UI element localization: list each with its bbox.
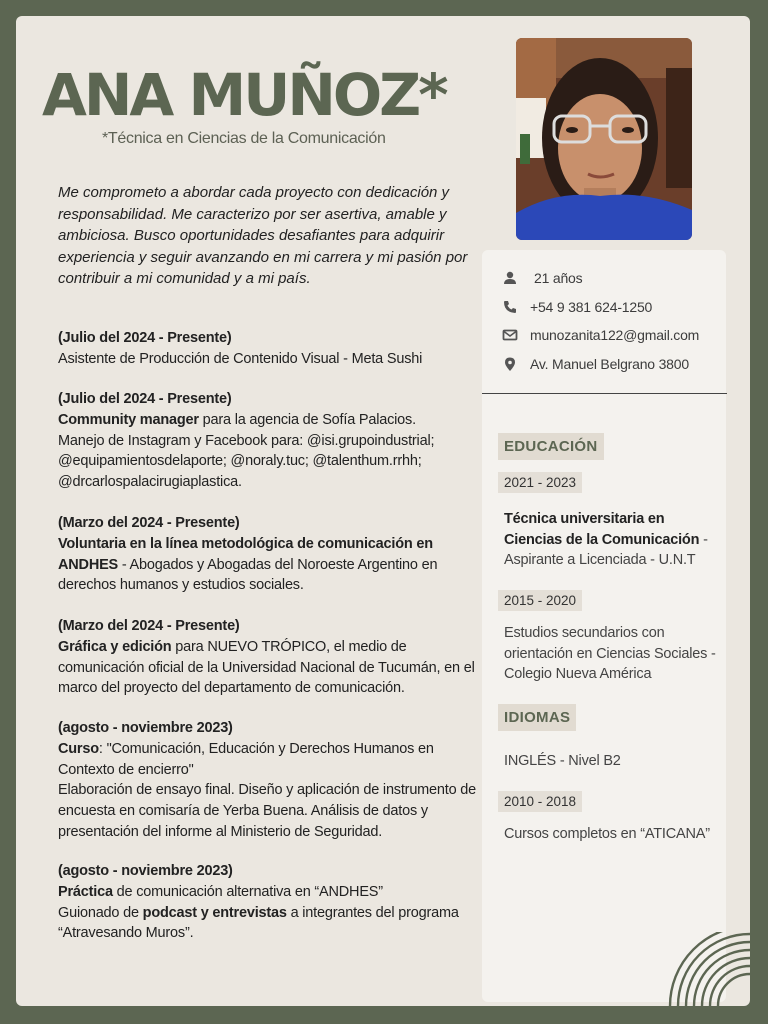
experience-date: (Julio del 2024 - Presente): [58, 391, 232, 407]
education-item-1: Técnica universitaria en Ciencias de la Comunicación - Aspirante a Licenciada - U.N.T: [504, 511, 708, 568]
email-text[interactable]: munozanita122@gmail.com: [530, 327, 700, 344]
experience-item-3: [58, 513, 478, 596]
profile-photo: [516, 38, 692, 240]
age-text: 21 años: [534, 270, 583, 287]
contact-phone: [502, 293, 726, 322]
phone-text[interactable]: +54 9 381 624-1250: [530, 298, 653, 315]
panel-divider: [482, 393, 727, 394]
resume-name: ANA MUÑOZ*: [42, 61, 446, 129]
contact-list: [502, 264, 726, 378]
address-text: Av. Manuel Belgrano 3800: [530, 355, 689, 372]
profile-summary: Me comprometo a abordar cada proyecto con dedicación y responsabilidad. Me caracterizo por ser asertiva, amable y ambiciosa. Busco oportunidades desafiantes para adquirir experiencia y seguir avanzando en mi carrera y mi pasión por contribuir a mi comunidad y a mi país.: [58, 184, 468, 287]
experience-detail: Manejo de Instagram y Facebook para: @isi.grupoindustrial; @equipamientosdelaporte; @noraly.tuc; @talenthum.rrhh; @drcarlospalacirugiaplastica.: [58, 432, 435, 491]
contact-address: [502, 350, 726, 379]
experience-role: Community manager para la agencia de Sofía Palacios.: [58, 411, 416, 428]
decorative-arcs: [666, 932, 750, 1006]
languages-years: 2010 - 2018: [498, 791, 582, 812]
contact-age: [502, 264, 726, 293]
experience-role: Práctica de comunicación alternativa en “ANDHES”: [58, 883, 383, 900]
experience-role: Voluntaria en la línea metodológica de comunicación en ANDHES - Abogados y Abogadas del Noroeste Argentino en derechos humanos y estudios sociales.: [58, 535, 438, 594]
experience-detail: Elaboración de ensayo final. Diseño y aplicación de instrumento de encuesta en comisaría de Yerba Buena. Análisis de datos y presentación del informe al Ministerio de Seguridad.: [58, 782, 477, 840]
contact-email: [502, 321, 726, 350]
location-pin-icon: [502, 356, 518, 372]
experience-date: (agosto - noviembre 2023): [58, 720, 233, 736]
experience-item-4: [58, 616, 478, 699]
phone-icon: [502, 299, 518, 315]
experience-role: Gráfica y edición para NUEVO TRÓPICO, el medio de comunicación oficial de la Universidad Nacional de Tucumán, en el marco del proyecto del departamento de comunicación.: [58, 638, 475, 697]
experience-detail: Guionado de podcast y entrevistas a integrantes del programa “Atravesando Muros”.: [58, 904, 459, 942]
education-item-2: Estudios secundarios con orientación en Ciencias Sociales - Colegio Nueva América: [504, 625, 716, 682]
experience-item-5: [58, 718, 478, 843]
experience-date: (Marzo del 2024 - Presente): [58, 515, 240, 531]
education-years-2: 2015 - 2020: [498, 590, 582, 611]
language-english: INGLÉS - Nivel B2: [504, 753, 621, 769]
experience-role: Curso: "Comunicación, Educación y Derechos Humanos en Contexto de encierro": [58, 740, 434, 778]
experience-item-6: [58, 861, 478, 944]
languages-detail: Cursos completos en “ATICANA”: [504, 826, 710, 842]
resume-page: [16, 16, 750, 1006]
education-years-1: 2021 - 2023: [498, 472, 582, 493]
experience-item-1: [58, 328, 478, 370]
education-degree: Técnica universitaria en Ciencias de la Comunicación: [504, 511, 700, 548]
experience-date: (Julio del 2024 - Presente): [58, 330, 232, 346]
education-title: EDUCACIÓN: [498, 433, 604, 460]
experience-date: (agosto - noviembre 2023): [58, 863, 233, 879]
mail-icon: [502, 327, 518, 343]
resume-subtitle: *Técnica en Ciencias de la Comunicación: [102, 130, 386, 147]
person-icon: [502, 270, 518, 286]
experience-date: (Marzo del 2024 - Presente): [58, 618, 240, 634]
experience-item-2: [58, 389, 478, 493]
languages-title: IDIOMAS: [498, 704, 576, 731]
experience-role: Asistente de Producción de Contenido Visual - Meta Sushi: [58, 350, 423, 367]
education-degree-detail: Aspirante a Licenciada - U.N.T: [504, 552, 696, 568]
